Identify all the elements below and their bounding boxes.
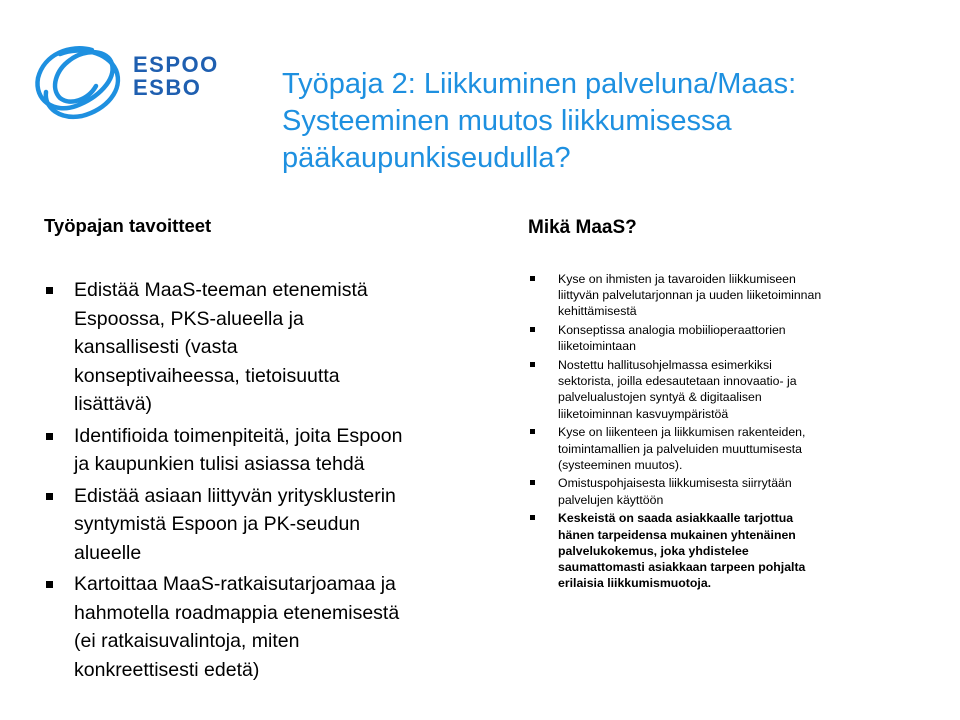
logo-line-espoo: ESPOO xyxy=(133,52,219,77)
bullet-icon xyxy=(530,515,535,520)
list-item-line: saumattomasti asiakkaan tarpeen pohjalta xyxy=(558,559,806,574)
list-item xyxy=(44,482,494,568)
list-item-line: konseptivaiheessa, tietoisuutta xyxy=(74,364,340,387)
page-title xyxy=(282,66,942,177)
list-item xyxy=(528,475,928,507)
list-item-line: konkreettisesti edetä) xyxy=(74,658,260,681)
list-item xyxy=(528,271,928,320)
list-item xyxy=(528,510,928,591)
goals-list xyxy=(44,276,494,684)
title-line: Systeeminen muutos liikkumisessa xyxy=(282,105,732,137)
list-item-line: Kyse on liikenteen ja liikkumisen rakenteiden, xyxy=(558,425,806,440)
list-item-line: lisättävä) xyxy=(74,393,153,415)
bullet-icon xyxy=(530,362,535,367)
logo-line-esbo: ESBO xyxy=(133,75,202,100)
bullet-icon xyxy=(530,276,535,281)
bullet-icon xyxy=(46,287,53,294)
bullet-icon xyxy=(46,581,53,588)
title-line: pääkaupunkiseudulla? xyxy=(282,142,571,174)
bullet-icon xyxy=(46,493,53,500)
goals-heading: Työpajan tavoitteet xyxy=(44,215,212,236)
list-item-line: Edistää MaaS-teeman etenemistä xyxy=(74,279,368,301)
bullet-icon xyxy=(46,433,53,440)
espoo-logo xyxy=(30,42,220,122)
maas-list xyxy=(528,271,928,591)
title-line: Työpaja 2: Liikkuminen palveluna/Maas: xyxy=(282,68,797,100)
bullet-icon xyxy=(530,480,535,485)
list-item-line: palvelualustojen syntyä & digitaalisen xyxy=(558,390,762,405)
list-item-line: Edistää asiaan liittyvän yritysklusterin xyxy=(74,484,396,507)
goals-section xyxy=(44,214,494,687)
list-item-line: palvelukokemus, joka yhdistelee xyxy=(558,543,749,558)
list-item-line: ja kaupunkien tulisi asiassa tehdä xyxy=(74,453,365,475)
espoo-swirl-icon xyxy=(30,42,130,122)
list-item xyxy=(44,276,494,419)
list-item-line: (ei ratkaisuvalintoja, miten xyxy=(74,630,300,652)
maas-heading: Mikä MaaS? xyxy=(528,217,637,238)
list-item xyxy=(528,322,928,354)
list-item-line: kansallisesti (vasta xyxy=(74,336,238,358)
list-item xyxy=(528,357,928,422)
list-item xyxy=(44,422,494,479)
list-item-line: toimintamallien ja palveluiden muuttumisesta xyxy=(558,441,803,456)
list-item xyxy=(528,424,928,473)
list-item-line: liiketoiminnan kasvuympäristöä xyxy=(558,406,729,421)
list-item-line: palvelujen käyttöön xyxy=(558,492,664,507)
list-item-line: Identifioida toimenpiteitä, joita Espoon xyxy=(74,424,403,447)
list-item-line: Espoossa, PKS-alueella ja xyxy=(74,307,304,330)
bullet-icon xyxy=(530,327,535,332)
list-item xyxy=(44,570,494,684)
list-item-line: Konseptissa analogia mobiilioperaattorien xyxy=(558,323,786,338)
list-item-line: alueelle xyxy=(74,541,142,564)
list-item-line: sektorista, joilla edesautetaan innovaatio- ja xyxy=(558,374,797,389)
list-item-line: Kartoittaa MaaS-ratkaisutarjoamaa ja xyxy=(74,573,396,595)
logo-wordmark xyxy=(133,54,219,100)
list-item-line: Omistuspohjaisesta liikkumisesta siirrytään xyxy=(558,476,792,491)
bullet-icon xyxy=(530,429,535,434)
list-item-line: syntymistä Espoon ja PK-seudun xyxy=(74,513,361,535)
list-item-line: erilaisia liikkumismuotoja. xyxy=(558,576,712,591)
list-item-line: hänen tarpeidensa mukainen yhtenäinen xyxy=(558,527,796,542)
list-item-line: liittyvän palvelutarjonnan ja uuden liiketoiminnan xyxy=(558,288,822,303)
list-item-line: Keskeistä on saada asiakkaalle tarjottua xyxy=(558,511,794,526)
maas-section xyxy=(528,216,928,594)
list-item-line: Kyse on ihmisten ja tavaroiden liikkumiseen xyxy=(558,272,796,286)
list-item-line: kehittämisestä xyxy=(558,304,637,319)
list-item-line: Nostettu hallitusohjelmassa esimerkiksi xyxy=(558,358,772,373)
list-item-line: liiketoimintaan xyxy=(558,339,636,354)
list-item-line: hahmotella roadmappia etenemisestä xyxy=(74,601,400,624)
list-item-line: (systeeminen muutos). xyxy=(558,457,683,472)
